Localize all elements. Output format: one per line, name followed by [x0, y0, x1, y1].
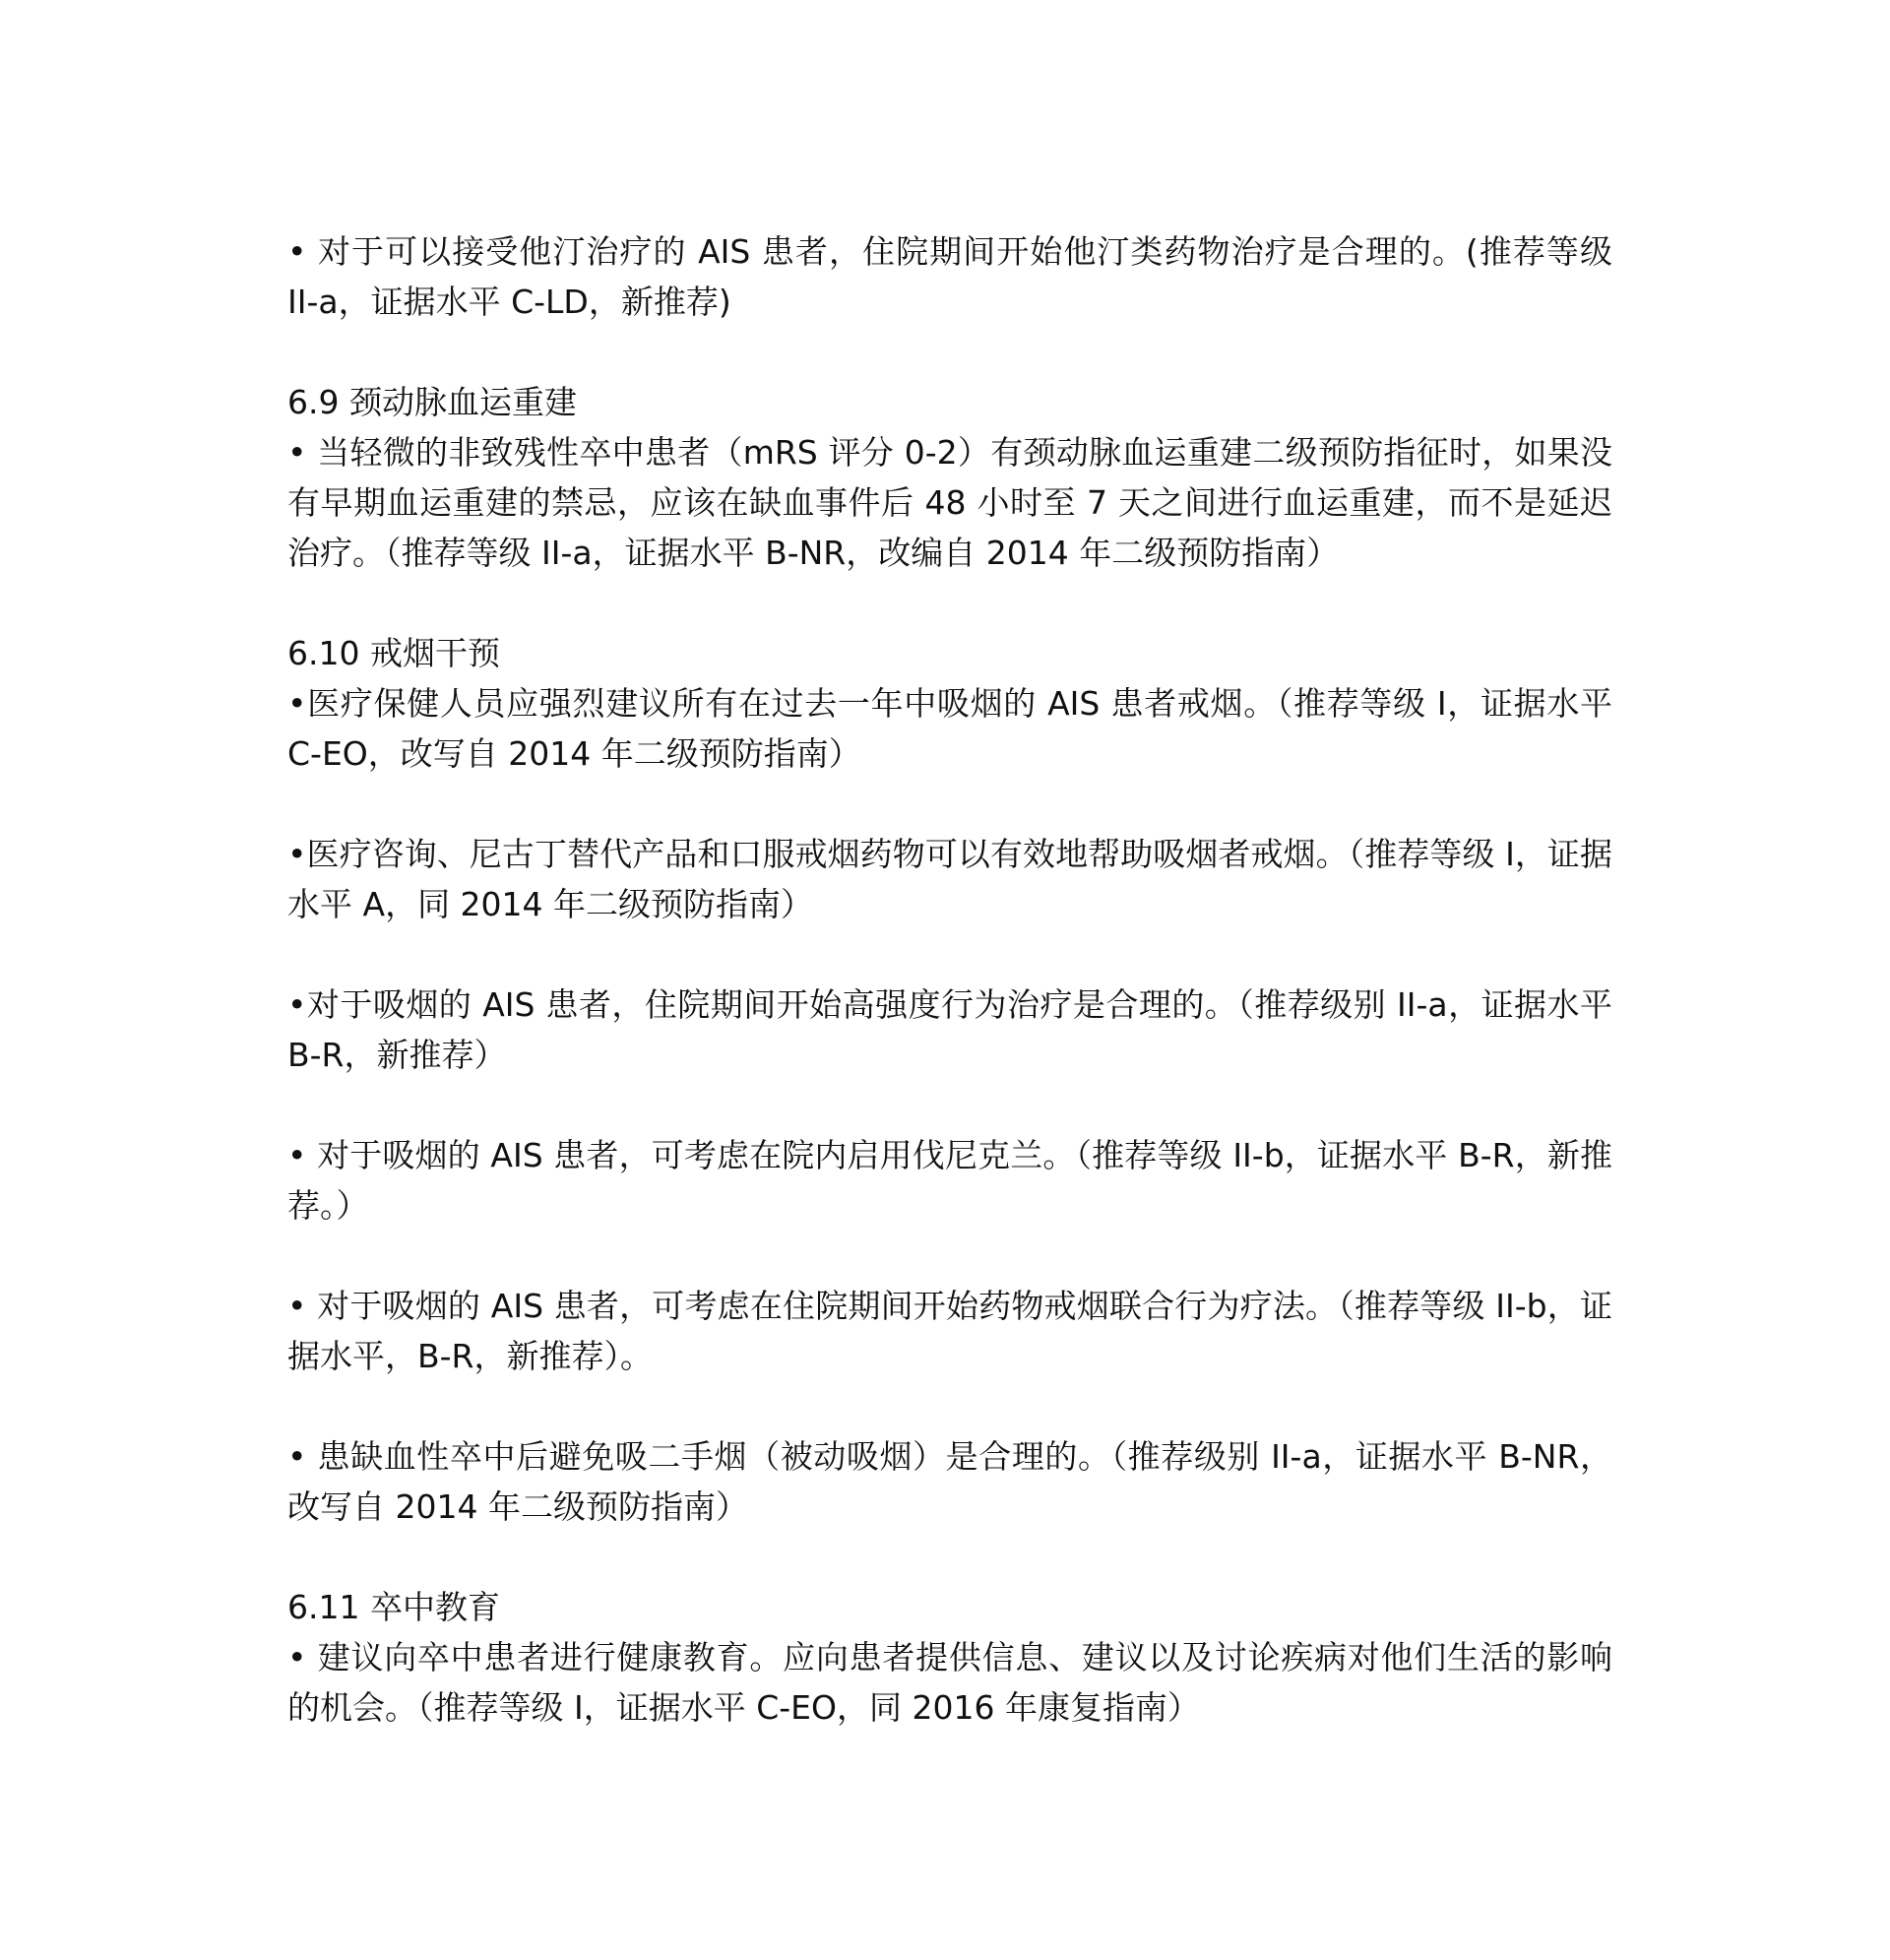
statin-recommendation: • 对于可以接受他汀治疗的 AIS 患者，住院期间开始他汀类药物治疗是合理的。(推荐等级 II-a，证据水平 C-LD，新推荐)	[287, 232, 1612, 321]
smoking-cessation-therapy-recommendation: •医疗咨询、尼古丁替代产品和口服戒烟药物可以有效地帮助吸烟者戒烟。（推荐等级 I，证据水平 A，同 2014 年二级预防指南）	[287, 835, 1612, 923]
section-heading-6-9: 6.9 颈动脉血运重建	[287, 383, 577, 421]
combined-therapy-recommendation: • 对于吸烟的 AIS 患者，可考虑在住院期间开始药物戒烟联合行为疗法。（推荐等级 II-b，证据水平，B-R，新推荐）。	[287, 1287, 1612, 1375]
stroke-education-recommendation: • 建议向卒中患者进行健康教育。应向患者提供信息、建议以及讨论疾病对他们生活的影响的机会。（推荐等级 I，证据水平 C-EO，同 2016 年康复指南）	[287, 1638, 1612, 1727]
section-heading-6-10: 6.10 戒烟干预	[287, 634, 500, 672]
smoking-cessation-advice-recommendation: •医疗保健人员应强烈建议所有在过去一年中吸烟的 AIS 患者戒烟。（推荐等级 I，证据水平 C-EO，改写自 2014 年二级预防指南）	[287, 684, 1612, 773]
varenicline-recommendation: • 对于吸烟的 AIS 患者，可考虑在院内启用伐尼克兰。（推荐等级 II-b，证据水平 B-R，新推荐。）	[287, 1136, 1612, 1225]
behavioral-therapy-recommendation: •对于吸烟的 AIS 患者，住院期间开始高强度行为治疗是合理的。（推荐级别 II-a，证据水平 B-R，新推荐）	[287, 985, 1612, 1074]
section-heading-6-11: 6.11 卒中教育	[287, 1588, 500, 1626]
carotid-revascularization-recommendation: • 当轻微的非致残性卒中患者（mRS 评分 0-2）有颈动脉血运重建二级预防指征时，如果没有早期血运重建的禁忌，应该在缺血事件后 48 小时至 7 天之间进行血运重建，而不是延迟治疗。（推荐等级 II-a，证据水平 B-NR，改编自 2014 年二级预防指南）	[287, 433, 1612, 572]
document-page	[287, 226, 1612, 1733]
secondhand-smoke-recommendation: • 患缺血性卒中后避免吸二手烟（被动吸烟）是合理的。（推荐级别 II-a，证据水平 B-NR，改写自 2014 年二级预防指南）	[287, 1437, 1612, 1526]
